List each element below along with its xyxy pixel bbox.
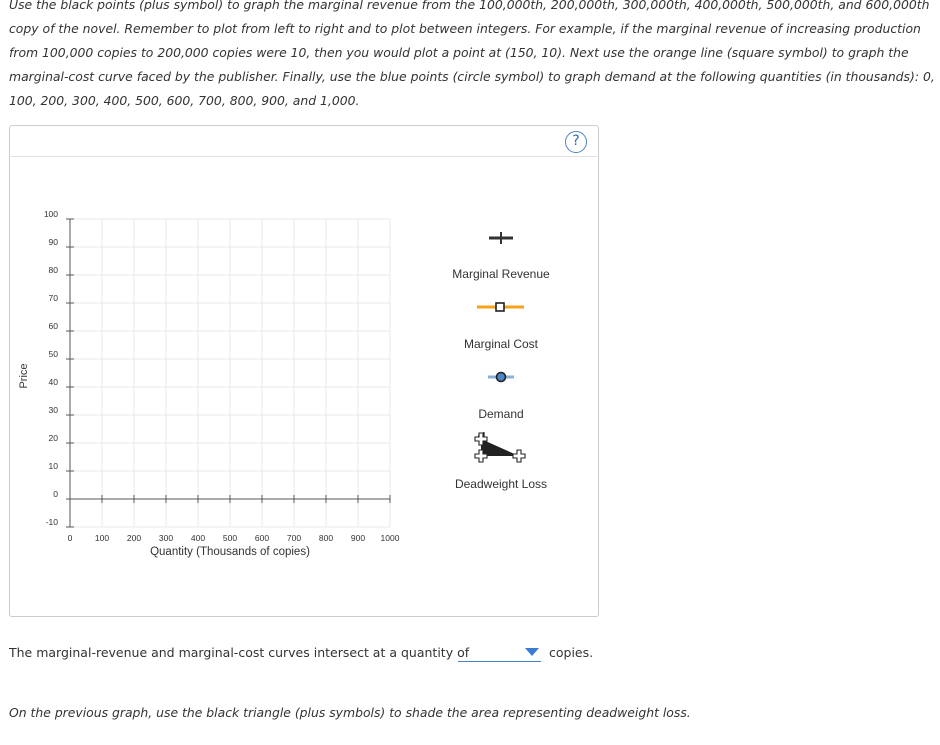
y-tick-label: -10 bbox=[45, 517, 58, 527]
x-tick-label: 700 bbox=[286, 533, 302, 543]
x-tick-label: 0 bbox=[67, 533, 73, 543]
tool-demand[interactable] bbox=[478, 373, 523, 422]
tool-deadweight-loss[interactable] bbox=[455, 432, 547, 491]
graph-panel bbox=[9, 125, 599, 617]
tool-marginal-revenue[interactable] bbox=[452, 232, 550, 281]
square-icon bbox=[477, 303, 524, 311]
quantity-dropdown[interactable] bbox=[458, 644, 541, 662]
instruction-line-1: Use the black points (plus symbol) to graph the marginal revenue from the 100,000th, 200,000th, 300,000th, 400,000th, 500,000th, and 600,000th bbox=[9, 0, 930, 12]
x-tick-label: 200 bbox=[126, 533, 142, 543]
x-tick-label: 600 bbox=[254, 533, 270, 543]
x-axis-label: Quantity (Thousands of copies) bbox=[150, 546, 310, 558]
axes bbox=[44, 209, 400, 543]
x-tick-label: 300 bbox=[158, 533, 174, 543]
y-tick-label: 40 bbox=[48, 377, 58, 387]
instruction-line-4: marginal-cost curve faced by the publisher. Finally, use the blue points (circle symbol) to graph demand at the following quantities (in thousands): 0, bbox=[9, 69, 935, 84]
plus-icon bbox=[489, 232, 513, 244]
grid bbox=[70, 219, 390, 527]
chevron-down-icon bbox=[525, 648, 539, 656]
plus-icon bbox=[513, 450, 525, 462]
tool-label-demand: Demand bbox=[478, 407, 524, 421]
y-tick-label: 100 bbox=[43, 209, 58, 219]
y-axis-label: Price bbox=[18, 363, 30, 389]
copies-label: copies. bbox=[549, 645, 594, 660]
x-tick-label: 900 bbox=[350, 533, 366, 543]
x-tick-label: 100 bbox=[94, 533, 110, 543]
tool-label-deadweight-loss: Deadweight Loss bbox=[454, 477, 548, 491]
y-tick-label: 10 bbox=[48, 461, 58, 471]
y-tick-label: 20 bbox=[48, 433, 58, 443]
tool-marginal-cost[interactable] bbox=[464, 303, 539, 351]
y-tick-label: 60 bbox=[48, 321, 58, 331]
x-tick-label: 500 bbox=[222, 533, 238, 543]
graph-area[interactable] bbox=[10, 126, 598, 616]
help-button[interactable]: ? bbox=[565, 131, 587, 153]
triangle-icon bbox=[475, 432, 525, 462]
y-tick-label: 80 bbox=[48, 265, 58, 275]
x-tick-label: 800 bbox=[318, 533, 334, 543]
intersection-question: The marginal-revenue and marginal-cost curves intersect at a quantity of bbox=[9, 645, 470, 660]
instruction-line-5: 100, 200, 300, 400, 500, 600, 700, 800, 900, and 1,000. bbox=[9, 93, 360, 108]
y-tick-label: 70 bbox=[48, 293, 58, 303]
x-tick-label: 400 bbox=[190, 533, 206, 543]
y-tick-label: 90 bbox=[48, 237, 58, 247]
deadweight-instruction: On the previous graph, use the black triangle (plus symbols) to shade the area representing deadweight loss. bbox=[9, 705, 691, 720]
y-tick-label: 50 bbox=[48, 349, 58, 359]
tool-label-marginal-revenue: Marginal Revenue bbox=[452, 267, 550, 281]
y-tick-label: 0 bbox=[53, 489, 58, 499]
instruction-line-3: from 100,000 copies to 200,000 copies were 10, then you would plot a point at (150, 10). Next use the orange line (square symbol) to graph the bbox=[9, 45, 909, 60]
tool-label-marginal-cost: Marginal Cost bbox=[463, 337, 539, 351]
circle-icon bbox=[488, 373, 514, 382]
y-tick-label: 30 bbox=[48, 405, 58, 415]
x-tick-label: 1000 bbox=[380, 533, 400, 543]
instruction-line-2: copy of the novel. Remember to plot from left to right and to plot between integers. For example, if the marginal revenue of increasing production bbox=[9, 21, 921, 36]
